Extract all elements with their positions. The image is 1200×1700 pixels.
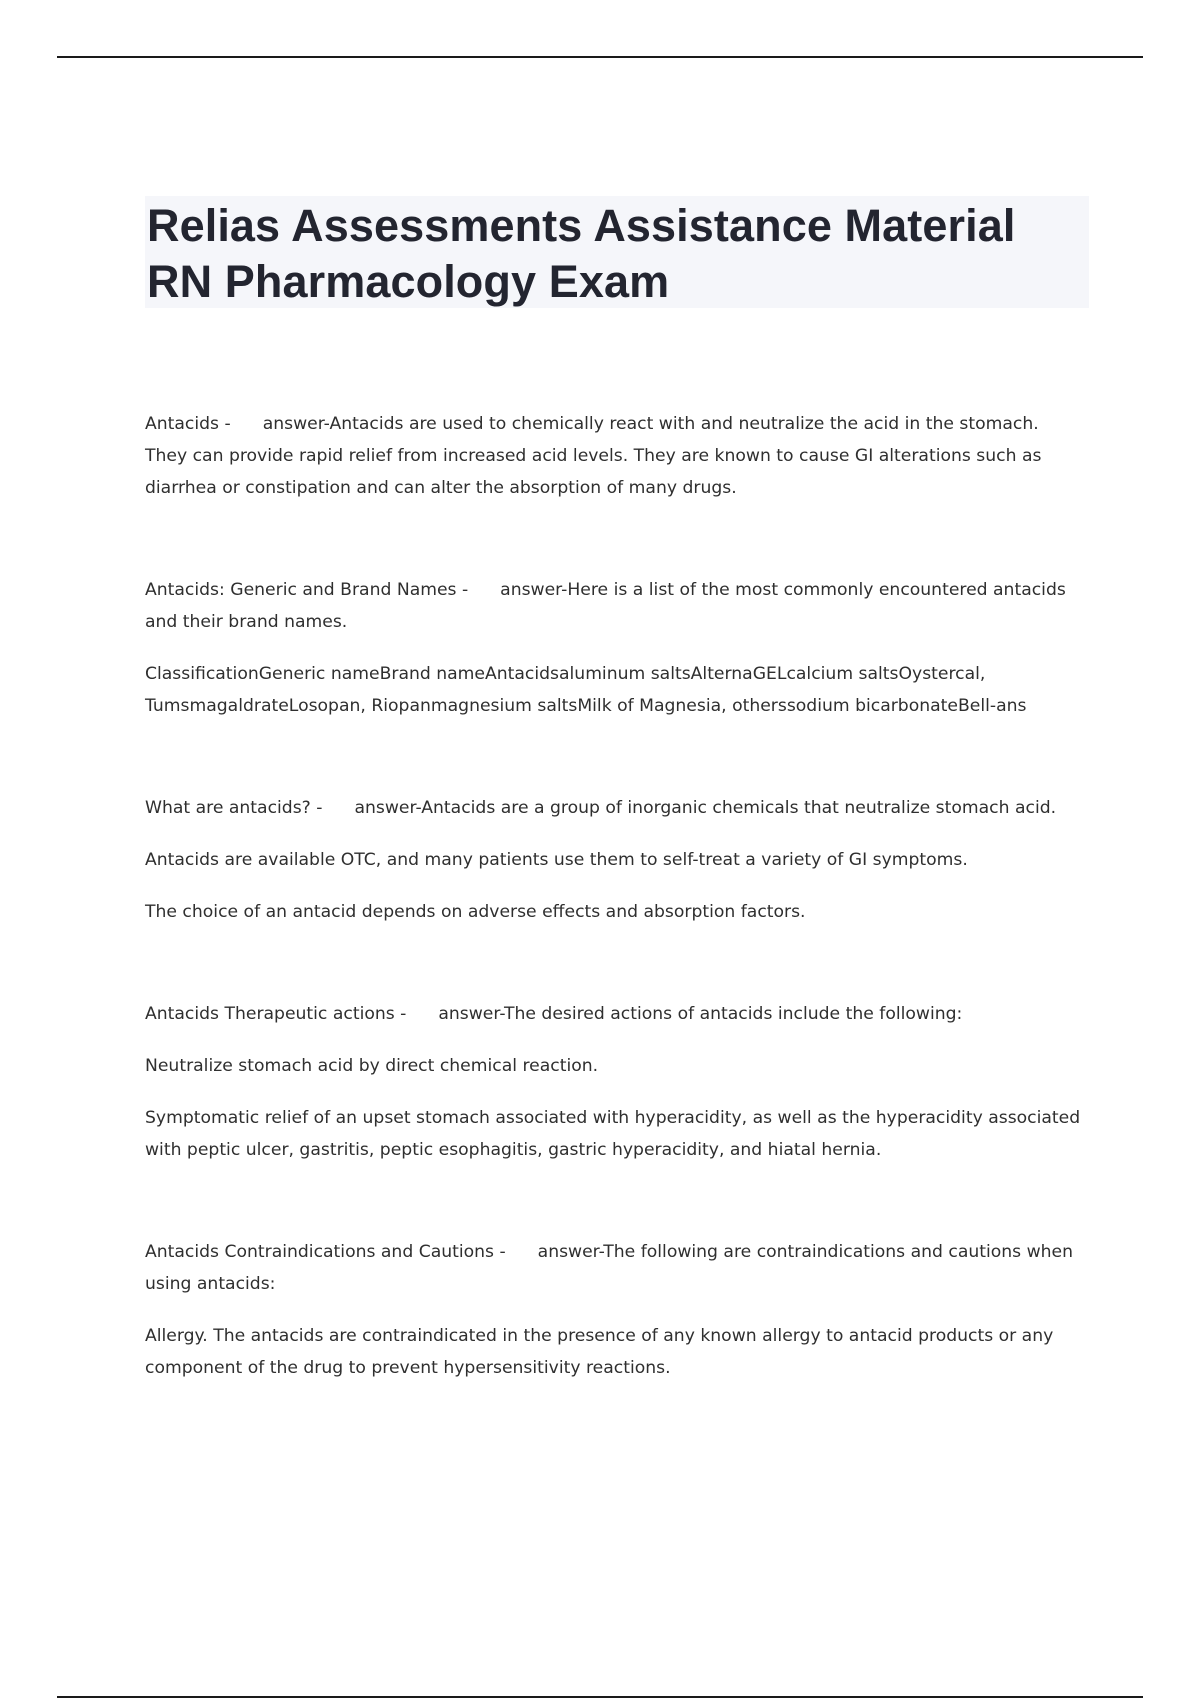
title-line-2: RN Pharmacology Exam [147, 256, 670, 307]
answer-text: answer-The desired actions of antacids include the following: [438, 1004, 963, 1024]
question-text: Antacids Therapeutic actions - [145, 1004, 407, 1024]
answer-text: answer-The following are contraindications and cautions when using antacids: [145, 1242, 1073, 1294]
question-text: Antacids Contraindications and Cautions - [145, 1242, 506, 1262]
qa-item-generic-brand-names [145, 574, 1085, 722]
qa-paragraph [145, 792, 1085, 824]
question-text: What are antacids? - [145, 798, 323, 818]
answer-paragraph: Neutralize stomach acid by direct chemical reaction. [145, 1056, 599, 1076]
qa-item-contraindications [145, 1236, 1085, 1384]
table-text-line-1: ClassificationGeneric nameBrand nameAntacidsaluminum saltsAlternaGELcalcium saltsOystercal, [145, 664, 986, 684]
qa-paragraph [145, 998, 1085, 1030]
qa-paragraph [145, 408, 1085, 504]
qa-paragraph [145, 574, 1085, 638]
qa-item-therapeutic-actions [145, 998, 1085, 1166]
answer-paragraph: The choice of an antacid depends on adverse effects and absorption factors. [145, 902, 806, 922]
qa-item-antacids [145, 408, 1085, 504]
answer-text: answer-Here is a list of the most commonly encountered antacids and their brand names. [145, 580, 1066, 632]
answer-paragraph: Antacids are available OTC, and many patients use them to self-treat a variety of GI symptoms. [145, 850, 968, 870]
answer-paragraph: Symptomatic relief of an upset stomach associated with hyperacidity, as well as the hyperacidity associated with peptic ulcer, gastritis, peptic esophagitis, gastric hyperacidity, and hiatal hernia. [145, 1108, 1081, 1160]
qa-paragraph [145, 1236, 1085, 1300]
table-text-line-2: TumsmagaldrateLosopan, Riopanmagnesium saltsMilk of Magnesia, otherssodium bicarbonateBell-ans [145, 696, 1027, 716]
question-text: Antacids: Generic and Brand Names - [145, 580, 469, 600]
brand-name-table-text [145, 658, 1085, 722]
answer-paragraph: Allergy. The antacids are contraindicated in the presence of any known allergy to antacid products or any component of the drug to prevent hypersensitivity reactions. [145, 1326, 1054, 1378]
bottom-divider [57, 1696, 1143, 1698]
document-title [147, 198, 1087, 310]
question-text: Antacids - [145, 414, 231, 434]
document-body [145, 408, 1085, 1454]
title-line-1: Relias Assessments Assistance Material [147, 200, 1016, 251]
top-divider [57, 56, 1143, 58]
answer-text: answer-Antacids are a group of inorganic chemicals that neutralize stomach acid. [354, 798, 1057, 818]
answer-text: answer-Antacids are used to chemically react with and neutralize the acid in the stomach. They can provide rapid relief from increased acid levels. They are known to cause GI alterations such as diarrhea or constipation and can alter the absorption of many drugs. [145, 414, 1042, 498]
qa-item-what-are-antacids [145, 792, 1085, 928]
title-banner [145, 196, 1089, 308]
